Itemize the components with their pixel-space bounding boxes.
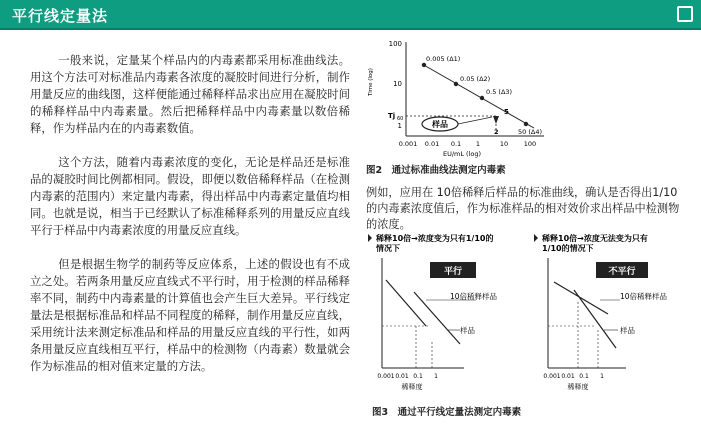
- point-label: 0.005 (Δ1): [426, 55, 461, 63]
- y-axis-label: Time (log): [368, 68, 374, 96]
- y-tick-100: 100: [388, 40, 402, 48]
- x-tick: 10: [499, 140, 509, 148]
- page-header: [0, 0, 701, 30]
- point-label: 0.5 (Δ3): [486, 88, 513, 96]
- right-x-tick: 1: [600, 373, 604, 380]
- paragraph-3: 但是根据生物学的制药等反应体系，上述的假设也有不成立之处。若两条用量反应直线式不平行时，用于检测的样品稀释率不同，制药中内毒素量的计算值也会产生巨大差异。平行线定量法是根据标准品和样品不同程度的稀释，制作用量反应直线，采用统计法来测定标准品和样品的用量反应直线的平行性，如两条用量反应直线相互平行，样品中的检测物（内毒素）数量就会作为标准品的相对值来定量的方法。: [30, 257, 350, 373]
- right-x-label: 稀释度: [567, 383, 589, 391]
- left-line1-label: 10倍稀释样品: [450, 292, 498, 301]
- bullet-triangle-icon: [534, 234, 538, 242]
- left-x-tick: 0.1: [413, 373, 423, 380]
- left-x-tick: 0.001: [377, 373, 395, 380]
- left-x-label: 稀释度: [401, 383, 423, 391]
- left-panel: [368, 233, 498, 391]
- right-line2-label: 样品: [620, 326, 635, 335]
- figure-2-standard-curve: [364, 34, 554, 162]
- figure-3-caption: 图3 通过平行线定量法测定内毒素: [372, 407, 522, 418]
- corner-square-icon: [677, 6, 693, 22]
- point-label: 0.05 (Δ2): [460, 75, 491, 83]
- arrow-down-icon: [493, 116, 499, 124]
- y-tick-10: 10: [393, 80, 402, 88]
- right-badge-label: 不平行: [608, 267, 636, 277]
- left-line-diluted: [386, 280, 426, 326]
- left-note-line2: 情况下: [376, 244, 400, 253]
- x-axis-label: EU/mL (log): [442, 150, 482, 158]
- paragraph-2: 这个方法，随着内毒素浓度的变化，无论是样品还是标准品的凝胶时间比例都相同。假设，即便以数倍稀释样品（在检测内毒素的范围内）来定量内毒素，得出样品中内毒素定量值均相同。也就是说，相当于已经默认了标准稀释系列的用量反应直线平行于样品中内毒素浓度的用量反应直线。: [30, 155, 350, 237]
- left-note-line1: 稀释10倍→浓度变为只有1/10的: [376, 234, 494, 243]
- right-line1-label: 10倍稀释样品: [620, 292, 668, 301]
- right-panel: [534, 233, 668, 391]
- left-line2-label: 样品: [460, 326, 475, 335]
- page-title: 平行线定量法: [12, 7, 109, 25]
- sample-pointer-line: [458, 117, 492, 124]
- left-x-tick: 0.01: [395, 373, 409, 380]
- tj-subscript: 60: [397, 116, 404, 122]
- figure-2-caption: 图2 通过标准曲线法测定内毒素: [366, 165, 506, 176]
- data-point: [422, 63, 426, 67]
- paragraph-1: 一般来说，定量某个样品内的内毒素都采用标准曲线法。用这个方法可对标准品内毒素各浓度的凝胶时间进行分析，制作用量反应的曲线图，这样便能通过稀释样品求出应用在凝胶时间的稀释样品中内毒素量。然后把稀释样品中内毒素量以数倍稀释，作为样品内在的内毒素数值。: [30, 53, 350, 135]
- right-line-diluted: [554, 282, 608, 314]
- right-line-sample: [574, 290, 616, 348]
- right-x-tick: 0.1: [579, 373, 589, 380]
- left-badge-label: 平行: [443, 267, 463, 277]
- x-marker: 2: [494, 128, 499, 136]
- data-point: [480, 96, 484, 100]
- x-tick: 0.1: [450, 140, 462, 148]
- middle-paragraph: 例如，应用在 10倍稀释后样品的标准曲线，确认是否得出1/10的内毒素浓度值后，作为标准样品的相对效价求出样品中检测物的浓度。: [366, 186, 680, 231]
- right-x-tick: 0.001: [543, 373, 561, 380]
- data-point: [454, 82, 458, 86]
- sample-label: 样品: [432, 120, 448, 129]
- left-x-tick: 1: [434, 373, 438, 380]
- x-tick: 0.001: [398, 140, 418, 148]
- right-note-line2: 1/10的情况下: [542, 244, 594, 253]
- x-tick: 100: [523, 140, 537, 148]
- right-note-line1: 稀释10倍→浓度无法变为只有: [542, 234, 648, 243]
- right-x-tick: 0.01: [561, 373, 575, 380]
- point-label: 50 (Δ4): [518, 128, 542, 136]
- bullet-triangle-icon: [368, 234, 372, 242]
- marker-value: 5: [504, 108, 509, 116]
- data-point: [524, 122, 528, 126]
- left-text-column: [30, 52, 350, 392]
- x-tick: 0.01: [424, 140, 440, 148]
- tj-label: Tj: [388, 112, 396, 120]
- figure-3-parallel-line: [364, 230, 694, 400]
- y-tick-1: 1: [397, 122, 402, 130]
- x-tick: 1: [475, 140, 481, 148]
